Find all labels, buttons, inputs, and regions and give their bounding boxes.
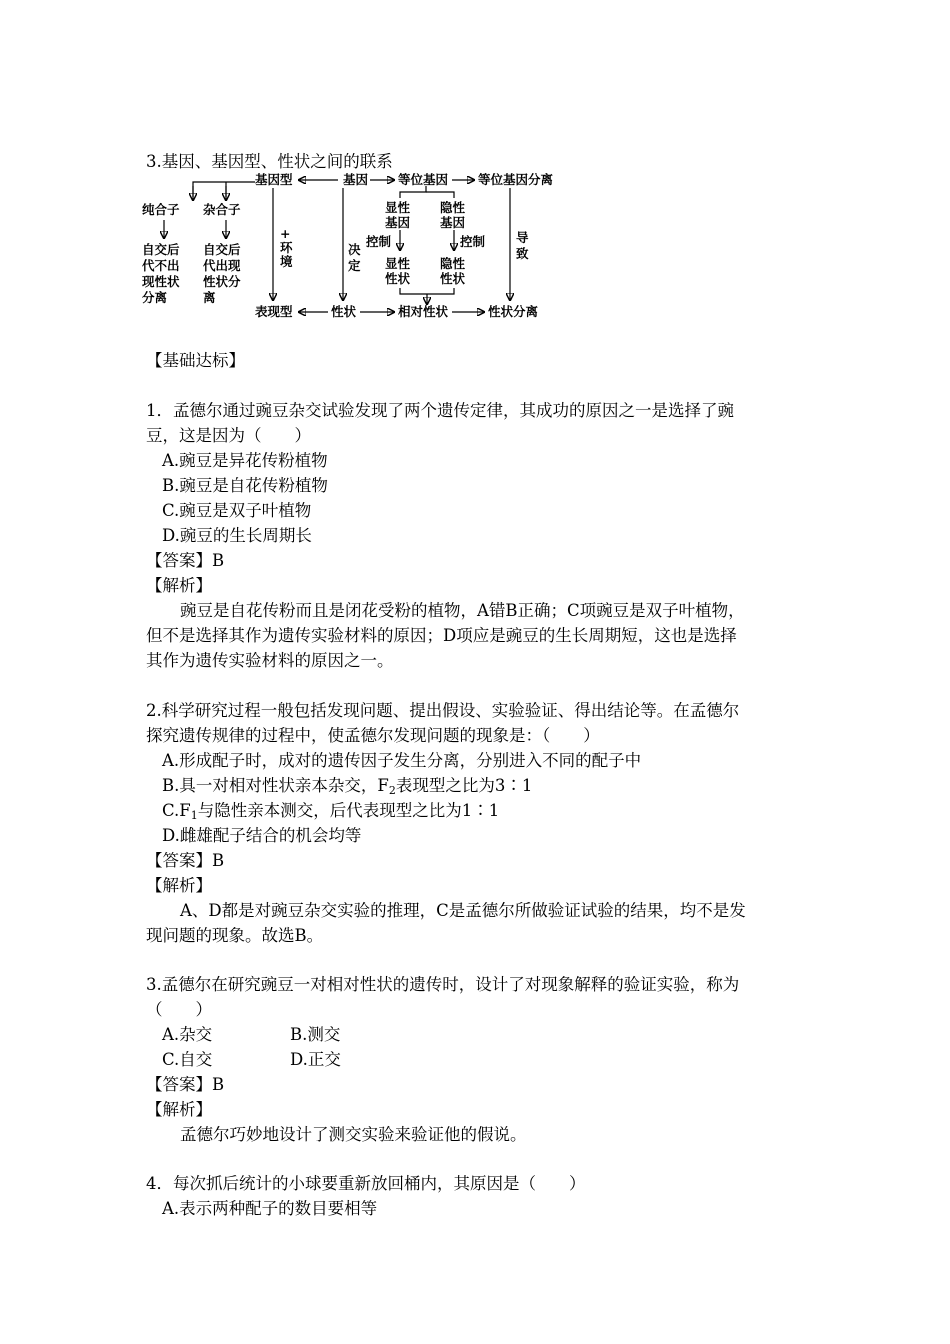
svg-text:显性: 显性 <box>385 256 411 271</box>
q1-answer: 【答案】B <box>146 551 225 570</box>
q3-option-a: A.杂交 <box>162 1025 213 1044</box>
q2-option-d: D.雌雄配子结合的机会均等 <box>162 826 362 845</box>
svg-text:境: 境 <box>280 254 293 269</box>
diagram-control-1: 控制 <box>366 234 392 249</box>
diagram-gene: 基因 <box>343 172 369 187</box>
diagram-decide <box>348 242 361 273</box>
svg-text:现性状: 现性状 <box>142 274 180 289</box>
svg-text:基因: 基因 <box>385 215 411 230</box>
q1-option-a: A.豌豆是异花传粉植物 <box>162 451 328 470</box>
q1-stem-line2: 豆，这是因为（ ） <box>146 426 311 445</box>
svg-text:致: 致 <box>516 246 529 261</box>
svg-text:决: 决 <box>348 242 361 257</box>
q3-option-d: D.正交 <box>290 1050 341 1069</box>
svg-text:性状: 性状 <box>385 271 411 286</box>
q2-answer: 【答案】B <box>146 851 225 870</box>
diagram-control-2: 控制 <box>460 234 486 249</box>
diagram-genotype: 基因型 <box>255 172 293 187</box>
q2-analysis-line2: 现问题的现象。故选B。 <box>146 926 324 945</box>
q3-stem-line2: （ ） <box>146 1000 212 1019</box>
q3-answer: 【答案】B <box>146 1075 225 1094</box>
svg-text:环: 环 <box>280 240 293 255</box>
diagram-recessive-trait <box>439 256 466 286</box>
q1-option-c: C.豌豆是双子叶植物 <box>162 501 312 520</box>
svg-text:基因: 基因 <box>440 215 466 230</box>
diagram-recessive-gene <box>440 200 466 230</box>
diagram-allele: 等位基因 <box>398 172 449 187</box>
q1-stem-line1: 1．孟德尔通过豌豆杂交试验发现了两个遗传定律，其成功的原因之一是选择了豌 <box>146 401 734 420</box>
q1-analysis-line1: 豌豆是自花传粉而且是闭花受粉的植物，A错B正确；C项豌豆是双子叶植物， <box>180 601 745 620</box>
svg-text:+: + <box>280 226 291 241</box>
q2-option-b: B.具一对相对性状亲本杂交，$F_2$表现型之比为3∶1 <box>162 776 533 797</box>
svg-text:性状: 性状 <box>440 271 466 286</box>
diagram-dominant-trait <box>384 256 411 286</box>
svg-text:代出现: 代出现 <box>203 258 241 273</box>
svg-text:隐性: 隐性 <box>440 200 466 215</box>
q2-option-a: A.形成配子时，成对的遗传因子发生分离，分别进入不同的配子中 <box>162 751 642 770</box>
q3-analysis-label: 【解析】 <box>146 1100 212 1119</box>
q2-stem-line2: 探究遗传规律的过程中，使孟德尔发现问题的现象是：（ ） <box>146 726 600 745</box>
diagram-heterozygote-result <box>202 242 241 305</box>
svg-text:显性: 显性 <box>385 200 411 215</box>
q2-analysis-line1: A、D都是对豌豆杂交实验的推理，C是孟德尔所做验证试验的结果，均不是发 <box>180 901 746 920</box>
diagram-plus-environment <box>280 226 293 269</box>
q3-option-b: B.测交 <box>290 1025 341 1044</box>
q2-stem-line1: 2.科学研究过程一般包括发现问题、提出假设、实验验证、得出结论等。在孟德尔 <box>146 701 740 720</box>
q2-analysis-label: 【解析】 <box>146 876 212 895</box>
q1-analysis-line2: 但不是选择其作为遗传实验材料的原因；D项应是豌豆的生长周期短，这也是选择 <box>146 626 737 645</box>
q2-option-c: $C.F_1$与隐性亲本测交，后代表现型之比为1∶1 <box>162 801 500 822</box>
diagram-lead-to <box>516 230 529 261</box>
diagram-heterozygote: 杂合子 <box>203 202 241 217</box>
diagram-allele-separation: 等位基因分离 <box>478 172 554 187</box>
q4-option-a: A.表示两种配子的数目要相等 <box>162 1199 378 1218</box>
diagram-relative-trait: 相对性状 <box>398 304 449 319</box>
q3-stem-line1: 3.孟德尔在研究豌豆一对相对性状的遗传时，设计了对现象解释的验证实验，称为 <box>146 975 740 994</box>
svg-text:定: 定 <box>348 258 361 273</box>
section-title: 3.基因、基因型、性状之间的联系 <box>146 152 393 171</box>
diagram-phenotype: 表现型 <box>255 304 293 319</box>
q1-option-b: B.豌豆是自花传粉植物 <box>162 476 328 495</box>
section-heading: 【基础达标】 <box>146 351 245 370</box>
q3-option-c: C.自交 <box>162 1050 213 1069</box>
svg-text:隐性: 隐性 <box>440 256 466 271</box>
gene-genotype-trait-diagram <box>138 170 568 320</box>
svg-text:导: 导 <box>516 230 529 245</box>
diagram-trait-separation: 性状分离 <box>488 304 539 319</box>
diagram-dominant-gene <box>385 200 411 230</box>
svg-text:离: 离 <box>203 290 216 305</box>
diagram-trait: 性状 <box>331 304 357 319</box>
diagram-homozygote: 纯合子 <box>142 202 180 217</box>
svg-text:性状分: 性状分 <box>203 274 241 289</box>
q3-analysis-line1: 孟德尔巧妙地设计了测交实验来验证他的假说。 <box>180 1125 527 1144</box>
q1-option-d: D.豌豆的生长周期长 <box>162 526 312 545</box>
diagram-homozygote-result <box>141 242 180 305</box>
q1-analysis-label: 【解析】 <box>146 576 212 595</box>
svg-text:自交后: 自交后 <box>203 242 241 257</box>
q4-stem-line1: 4．每次抓后统计的小球要重新放回桶内，其原因是（ ） <box>146 1174 586 1193</box>
svg-text:自交后: 自交后 <box>142 242 180 257</box>
svg-text:分离: 分离 <box>142 290 168 305</box>
q1-analysis-line3: 其作为遗传实验材料的原因之一。 <box>146 651 394 670</box>
svg-text:代不出: 代不出 <box>142 258 180 273</box>
